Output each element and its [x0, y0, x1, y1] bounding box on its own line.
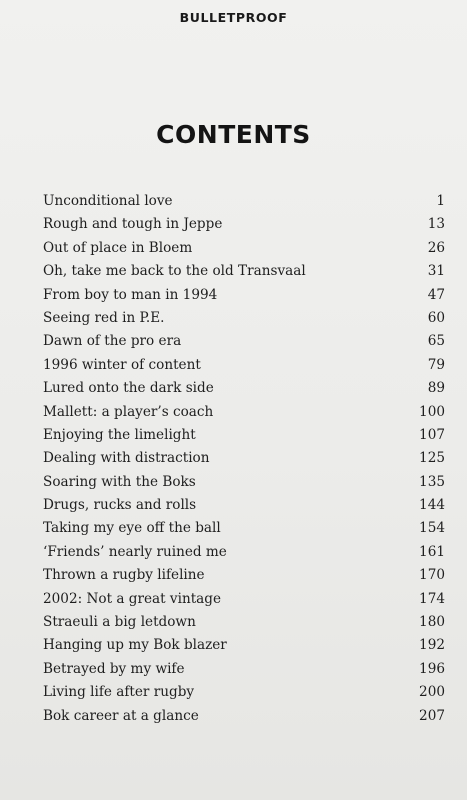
toc-entry	[43, 427, 445, 450]
toc-entry	[43, 661, 445, 684]
toc-entry-page: 89	[427, 380, 445, 397]
running-head: BULLETPROOF	[179, 10, 288, 25]
toc-entry-title: Seeing red in P.E.	[43, 309, 165, 326]
toc-entry-page: 79	[427, 356, 445, 373]
toc-entry-page: 60	[427, 309, 445, 326]
toc-entry	[43, 310, 445, 333]
toc-entry-page: 170	[419, 567, 445, 584]
toc-entry-title: Rough and tough in Jeppe	[43, 216, 223, 233]
toc-entry	[43, 450, 445, 473]
toc-entry-title: Dawn of the pro era	[43, 333, 182, 350]
toc-entry	[43, 614, 445, 637]
toc-entry	[43, 637, 445, 660]
toc-entry-title: Taking my eye off the ball	[43, 520, 221, 537]
toc-entry-title: Bok career at a glance	[43, 707, 199, 724]
toc-entry-page: 174	[419, 590, 445, 607]
toc-entry-title: Living life after rugby	[43, 684, 195, 701]
toc-entry-title: 2002: Not a great vintage	[43, 590, 222, 607]
toc-entry-page: 144	[419, 497, 445, 514]
toc-entry-title: ‘Friends’ nearly ruined me	[43, 543, 227, 560]
toc-entry	[43, 591, 445, 614]
toc-entry-title: Drugs, rucks and rolls	[43, 497, 197, 514]
toc-entry	[43, 567, 445, 590]
toc-entry-page: 207	[419, 707, 445, 724]
toc-entry-page: 125	[419, 450, 445, 467]
toc-entry-page: 135	[419, 473, 445, 490]
toc-entry-title: Straeuli a big letdown	[43, 614, 196, 631]
toc-entry	[43, 544, 445, 567]
toc-entry-title: From boy to man in 1994	[43, 286, 218, 303]
toc-entry	[43, 357, 445, 380]
toc-entry-title: Dealing with distraction	[43, 450, 210, 467]
toc-entry-title: Betrayed by my wife	[43, 660, 185, 677]
toc-entry-page: 161	[419, 543, 445, 560]
toc-entry	[43, 404, 445, 427]
toc-entry	[43, 474, 445, 497]
toc-entry	[43, 240, 445, 263]
toc-entry-title: Thrown a rugby lifeline	[43, 567, 205, 584]
toc-entry-page: 13	[427, 216, 445, 233]
toc-entry-page: 154	[419, 520, 445, 537]
toc-entry-title: Enjoying the limelight	[43, 426, 196, 443]
toc-entry	[43, 684, 445, 707]
toc-entry-title: 1996 winter of content	[43, 356, 201, 373]
toc-entry	[43, 380, 445, 403]
table-of-contents	[43, 193, 445, 731]
toc-entry-title: Mallett: a player’s coach	[43, 403, 214, 420]
toc-entry-page: 65	[427, 333, 445, 350]
toc-entry	[43, 708, 445, 731]
toc-entry-page: 180	[419, 614, 445, 631]
toc-entry	[43, 497, 445, 520]
toc-entry-page: 31	[427, 263, 445, 280]
toc-entry-page: 47	[427, 286, 445, 303]
toc-entry-title: Out of place in Bloem	[43, 239, 193, 256]
toc-entry	[43, 520, 445, 543]
toc-entry-page: 1	[436, 193, 445, 209]
toc-entry	[43, 333, 445, 356]
toc-entry-title: Unconditional love	[43, 193, 173, 209]
toc-entry-page: 196	[419, 660, 445, 677]
toc-entry-page: 192	[419, 637, 445, 654]
toc-entry-title: Soaring with the Boks	[43, 473, 196, 490]
toc-entry-page: 26	[427, 239, 445, 256]
toc-entry	[43, 193, 445, 216]
toc-entry	[43, 263, 445, 286]
toc-entry-page: 200	[419, 684, 445, 701]
toc-entry-title: Oh, take me back to the old Transvaal	[43, 263, 306, 280]
toc-entry-page: 107	[419, 426, 445, 443]
toc-entry	[43, 216, 445, 239]
toc-entry-title: Hanging up my Bok blazer	[43, 637, 227, 654]
page-title: CONTENTS	[156, 120, 311, 149]
toc-entry-page: 100	[419, 403, 445, 420]
toc-entry-title: Lured onto the dark side	[43, 380, 214, 397]
toc-entry	[43, 287, 445, 310]
